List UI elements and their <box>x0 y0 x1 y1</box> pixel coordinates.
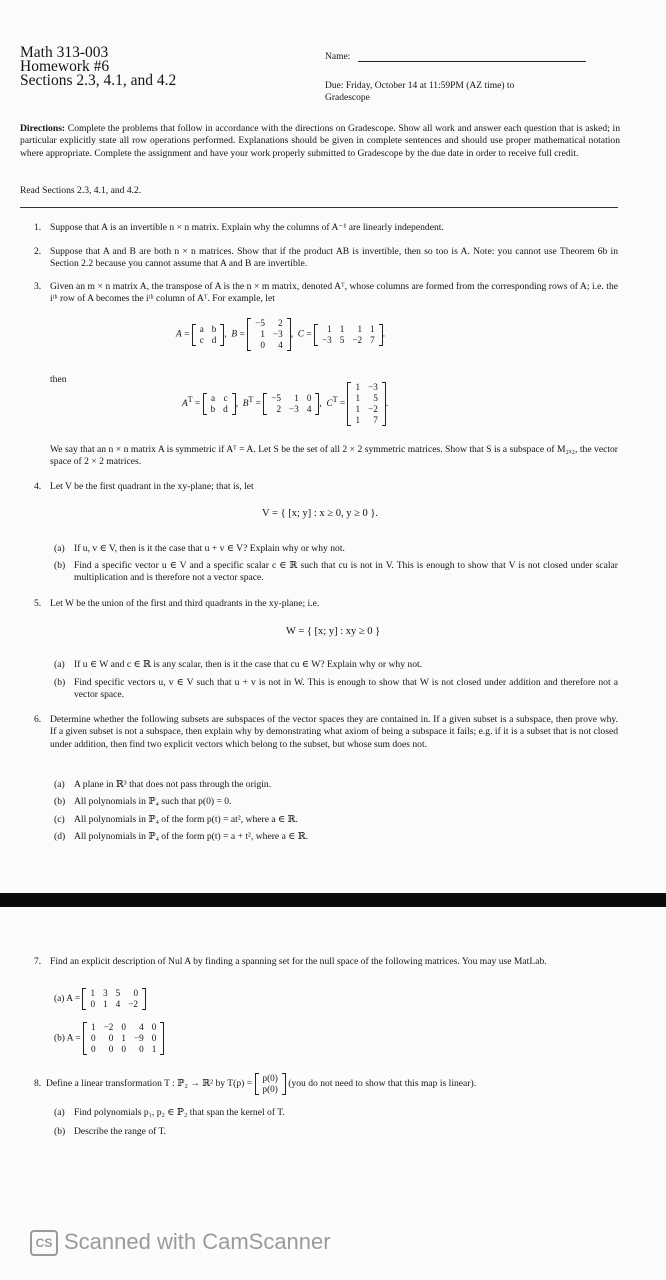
matrix-entry: 4 <box>139 1022 144 1032</box>
problem-number: 7. <box>34 956 42 967</box>
course-title: Math 313-003 <box>20 44 109 61</box>
problem-number: 5. <box>34 598 42 609</box>
matrix-row <box>251 340 287 351</box>
problem-text: Find an explicit description of Nul A by finding a spanning set for the null space of the following matrices. You may use MatLab. <box>50 956 547 967</box>
problem-text: Given an m × n matrix A, the transpose of A is the n × m matrix, denoted Aᵀ, whose columns are formed from the corresponding rows of A; i.e. the iᵗʰ row of A becomes the iᵗʰ column of Aᵀ. For example, let <box>50 281 618 305</box>
matrix-entry: 1 <box>370 323 375 334</box>
matrix-entry: a <box>199 323 204 334</box>
problem-number: 1. <box>34 222 42 233</box>
matrix-entry: 0 <box>139 1044 144 1054</box>
matrix-entry: 7 <box>373 415 378 425</box>
matrix-row <box>267 393 315 404</box>
problem-5b <box>54 677 618 705</box>
matrix-entry: 4 <box>115 999 121 1009</box>
problem-text: Determine whether the following subsets are subspaces of the vector spaces they are contained in. If a given subset is a subspace, then prove why. If a given subset is not a subspace, then explain why by demonstrating what axiom of being a subspace it fails; e.g. if it is a subset that is not closed under addition, then find two explicit vectors which belong to the subset, but whose sum does not. <box>50 714 618 750</box>
part-text: If u ∈ W and c ∈ ℝ is any scalar, then is it the case that cu ∈ W? Explain why or why not. <box>74 659 423 670</box>
matrix-entry: 0 <box>306 393 312 403</box>
problem-text-post: (you do not need to show that this map is linear). <box>288 1078 477 1090</box>
matrix-entry: c <box>199 334 204 345</box>
due-line-1: Due: Friday, October 14 at 11:59PM (AZ time) to <box>325 81 515 91</box>
problem-4a <box>54 543 618 557</box>
matrix-C <box>314 324 383 346</box>
part-label: (b) <box>54 796 66 807</box>
problem-5a <box>54 659 618 673</box>
problem-number: 3. <box>34 281 42 292</box>
part-label: (c) <box>54 814 65 825</box>
matrix-entry: 1 <box>357 323 363 334</box>
matrix-entry: 1 <box>327 323 332 334</box>
matrix-entry: −3 <box>321 334 332 345</box>
matrix-entry: 0 <box>121 1022 126 1032</box>
matrix-row <box>196 324 221 335</box>
matrix-A <box>192 324 225 346</box>
matrix-row <box>259 1084 282 1095</box>
matrix-7b <box>83 1022 164 1055</box>
part-label: (a) <box>54 543 65 554</box>
part-label: (a) <box>54 1107 65 1118</box>
matrix-entry: d <box>211 334 217 345</box>
matrix-row <box>351 404 381 415</box>
matrix-entry: 1 <box>260 329 265 339</box>
matrix-entry: p(0) <box>262 1073 278 1083</box>
transpose-matrices: $A^T$ = a c b d , $B^T$ = −5 1 0 2 −3 4 , $C^T$ = 1 −3 1 5 1 −2 1 7 . <box>182 382 389 425</box>
matrix-entry: 1 <box>90 988 96 998</box>
matrix-entry: c <box>223 393 228 403</box>
part-label: (b) A = <box>54 1033 81 1044</box>
matrix-entry: 0 <box>121 1044 126 1054</box>
header-rule <box>20 207 618 208</box>
matrix-entry: 1 <box>355 382 361 392</box>
matrix-entry: −2 <box>103 1022 114 1032</box>
matrix-entry: 0 <box>108 1033 114 1043</box>
matrix-row <box>87 1022 160 1033</box>
problem-7b <box>54 1022 164 1055</box>
problem-text: Let V be the first quadrant in the xy-plane; that is, let <box>50 481 254 492</box>
matrix-row <box>318 324 379 335</box>
matrix-entry: −2 <box>352 334 363 345</box>
matrix-BT <box>263 393 319 415</box>
matrix-entry: 4 <box>306 404 312 414</box>
matrix-entry: 1 <box>294 393 299 403</box>
matrix-entry: −3 <box>368 382 378 392</box>
vector-T <box>255 1073 286 1095</box>
sections-title: Sections 2.3, 4.1, and 4.2 <box>20 72 177 89</box>
matrix-entry: −3 <box>289 404 299 414</box>
matrix-entry: 1 <box>121 1033 126 1043</box>
matrix-entry: 1 <box>339 323 345 334</box>
matrix-entry: 1 <box>90 1022 96 1032</box>
scan-page-gap <box>0 893 666 907</box>
matrix-AT <box>203 393 236 415</box>
part-text: All polynomials in ℙ₄ of the form p(t) = a + t², where a ∈ ℝ. <box>74 831 309 842</box>
problem-4 <box>34 481 618 495</box>
matrix-entry: 1 <box>355 393 361 403</box>
matrix-entry: −3 <box>272 329 283 339</box>
part-text: All polynomials in ℙ₄ such that p(0) = 0. <box>74 796 232 807</box>
example-matrices: A = a b c d , B = −5 2 1 −3 0 4 , C = 1 1 1 1 −3 5 −2 7 . <box>176 318 386 350</box>
matrix-entry: p(0) <box>262 1084 278 1094</box>
matrix-row <box>86 999 142 1010</box>
camscanner-watermark: Scanned with CamScanner <box>64 1229 331 1254</box>
set-V: V = { [x; y] : x ≥ 0, y ≥ 0 }. <box>262 508 378 519</box>
problem-number: 2. <box>34 246 42 257</box>
matrix-entry: a <box>211 393 216 403</box>
problem-6d <box>54 831 618 845</box>
matrix-row <box>251 318 287 329</box>
matrix-row <box>259 1073 282 1084</box>
part-label: (d) <box>54 831 66 842</box>
problem-6a <box>54 779 618 793</box>
due-date <box>325 80 625 104</box>
matrix-entry: 2 <box>278 318 283 328</box>
directions <box>20 123 620 160</box>
matrix-row <box>351 382 381 393</box>
matrix-entry: 5 <box>339 334 345 345</box>
read-sections: Read Sections 2.3, 4.1, and 4.2. <box>20 185 142 196</box>
part-label: (b) <box>54 560 66 571</box>
matrix-row <box>251 329 287 340</box>
part-label: (a) A = <box>54 994 81 1005</box>
part-label: (a) <box>54 779 65 790</box>
matrix-entry: 1 <box>103 999 108 1009</box>
matrix-entry: 5 <box>373 393 378 403</box>
name-line <box>358 61 586 62</box>
matrix-entry: −5 <box>271 393 282 403</box>
matrix-row <box>87 1044 160 1055</box>
matrix-entry: b <box>211 323 217 334</box>
then-label: then <box>50 374 67 385</box>
symmetric-text: We say that an n × n matrix A is symmetric if Aᵀ = A. Let S be the set of all 2 × 2 symmetric matrices. Show that S is a subspace of M₂ₓ₂, the vector space of 2 × 2 matrices. <box>50 444 618 468</box>
matrix-entry: −2 <box>368 404 378 414</box>
matrix-entry: 0 <box>90 1033 96 1043</box>
part-text: If u, v ∈ V, then is it the case that u + v ∈ V? Explain why or why not. <box>74 543 345 554</box>
problem-7 <box>34 956 618 984</box>
problem-text-pre: Define a linear transformation T : ℙ₂ → ℝ² by T(p) = <box>46 1078 253 1090</box>
matrix-entry: 0 <box>108 1044 114 1054</box>
part-text: Find specific vectors u, v ∈ V such that u + v is not in W. This is enough to show that W is not closed under addition and therefore not a vector space. <box>74 677 618 701</box>
part-text: A plane in ℝ³ that does not pass through the origin. <box>74 779 272 790</box>
matrix-row <box>267 404 315 415</box>
matrix-entry: 0 <box>90 999 96 1009</box>
problem-7a <box>54 988 146 1010</box>
problem-8a <box>54 1107 618 1121</box>
matrix-row <box>207 404 232 415</box>
directions-text: Complete the problems that follow in accordance with the directions on Gradescope. Show all work and answer each question that is asked; in particular explicitly state all row operations performed. Explanations should be given in complete sentences and should use proper mathematical notation where appropriate. Complete the assignment and have your work properly submitted to Gradescope by the due date in order to receive full credit. <box>20 123 620 159</box>
part-label: (b) <box>54 1126 66 1137</box>
set-W: W = { [x; y] : xy ≥ 0 } <box>286 626 381 637</box>
matrix-row <box>351 393 381 404</box>
part-text: Describe the range of T. <box>74 1126 167 1137</box>
problem-8 <box>34 1073 476 1095</box>
part-label: (b) <box>54 677 66 688</box>
matrix-row <box>318 335 379 346</box>
matrix-entry: 0 <box>260 340 265 350</box>
problem-text: Suppose that A and B are both n × n matrices. Show that if the product AB is invertible, then so too is A. Note: you cannot use Theorem 6b in Section 2.2 because you cannot assume that A and B are invertible. <box>50 246 618 270</box>
matrix-row <box>207 393 232 404</box>
problem-6b <box>54 796 618 810</box>
matrix-row <box>351 415 381 426</box>
part-text: Find a specific vector u ∈ V and a specific scalar c ∈ ℝ such that cu is not in V. This is enough to show that V is not closed under scalar multiplication and is therefore not a vector space. <box>74 560 618 584</box>
problem-text: Let W be the union of the first and third quadrants in the xy-plane; i.e. <box>50 598 320 609</box>
camscanner-logo-icon: CS <box>30 1230 58 1256</box>
matrix-entry: b <box>210 404 216 414</box>
part-text: Find polynomials p₁, p₂ ∈ ℙ₂ that span the kernel of T. <box>74 1107 285 1118</box>
matrix-B <box>247 318 291 351</box>
matrix-CT <box>347 382 385 426</box>
part-text: All polynomials in ℙ₄ of the form p(t) = at², where a ∈ ℝ. <box>74 814 298 825</box>
problem-number: 8. <box>34 1078 42 1090</box>
matrix-entry: 5 <box>115 988 121 998</box>
matrix-entry: 2 <box>276 404 282 414</box>
matrix-entry: 0 <box>151 1022 157 1032</box>
due-line-2: Gradescope <box>325 93 370 103</box>
matrix-entry: 1 <box>355 415 361 425</box>
matrix-entry: 0 <box>90 1044 96 1054</box>
problem-6 <box>34 714 618 770</box>
matrix-entry: 0 <box>151 1033 157 1043</box>
matrix-row <box>87 1033 160 1044</box>
problem-5 <box>34 598 618 612</box>
matrix-entry: 1 <box>151 1044 157 1054</box>
homework-title: Homework #6 <box>20 58 110 75</box>
problem-1 <box>34 222 618 236</box>
directions-label: Directions: <box>20 123 66 134</box>
name-label: Name: <box>325 52 351 62</box>
problem-number: 4. <box>34 481 42 492</box>
matrix-entry: 4 <box>278 340 283 350</box>
course-header <box>20 46 176 88</box>
matrix-entry: d <box>223 404 228 414</box>
matrix-entry: −5 <box>255 318 265 328</box>
matrix-7a <box>82 988 146 1010</box>
matrix-row <box>196 335 221 346</box>
matrix-row <box>86 988 142 999</box>
problem-6c <box>54 814 618 828</box>
matrix-entry: −2 <box>128 999 139 1009</box>
matrix-entry: 7 <box>370 334 375 345</box>
matrix-entry: 3 <box>103 988 108 998</box>
matrix-entry: 0 <box>133 988 139 998</box>
problem-3 <box>34 281 618 309</box>
matrix-entry: −9 <box>133 1033 144 1043</box>
problem-8b <box>54 1126 618 1140</box>
problem-text: Suppose that A is an invertible n × n matrix. Explain why the columns of A⁻¹ are linearly independent. <box>50 222 444 233</box>
problem-number: 6. <box>34 714 42 725</box>
problem-2 <box>34 246 618 274</box>
matrix-entry: 1 <box>355 404 361 414</box>
part-label: (a) <box>54 659 65 670</box>
problem-4b <box>54 560 618 588</box>
